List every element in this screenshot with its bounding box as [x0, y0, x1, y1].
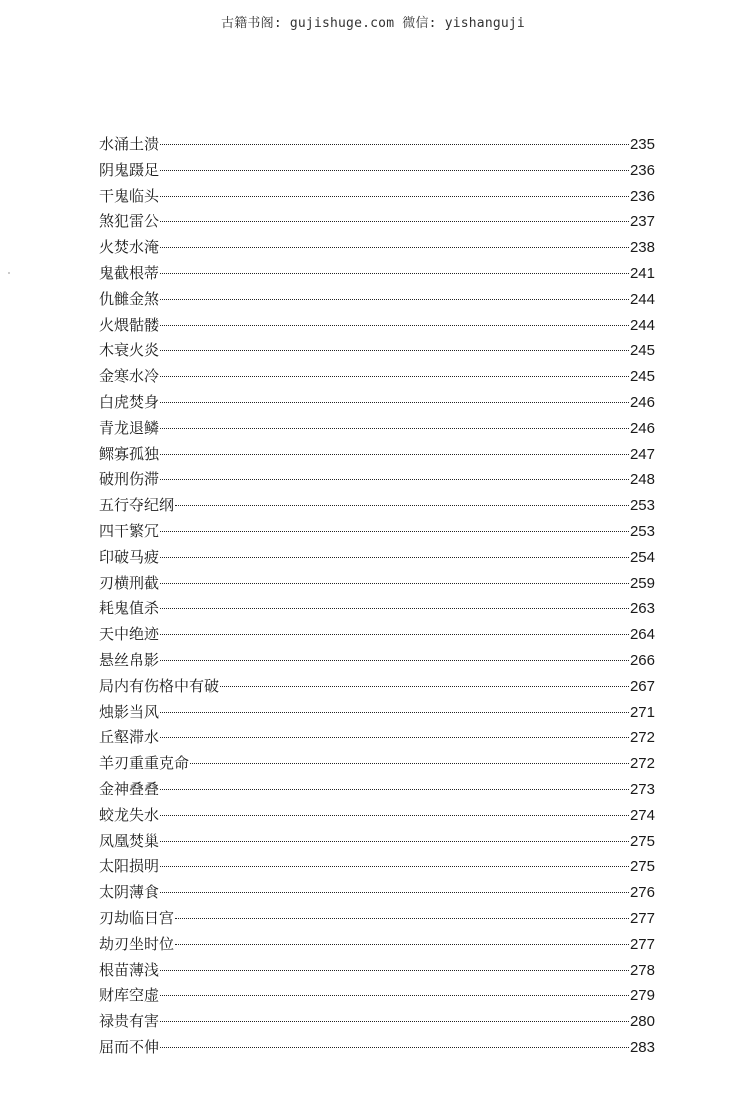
- toc-entry: [99, 932, 655, 958]
- toc-entry-title: 水涌土溃: [99, 135, 160, 153]
- toc-dot-leader: [160, 428, 629, 429]
- toc-entry: [99, 880, 655, 906]
- toc-dot-leader: [160, 454, 629, 455]
- page-header-watermark: 古籍书阁: gujishuge.com 微信: yishanguji: [221, 16, 525, 31]
- toc-entry-title: 烛影当风: [99, 702, 160, 721]
- toc-entry-title: 蛟龙失水: [99, 805, 160, 824]
- toc-entry-title: 五行夺纪纲: [99, 496, 175, 515]
- toc-entry-page-number: 236: [629, 187, 655, 205]
- toc-entry-page-number: 246: [629, 419, 655, 437]
- toc-entry: [99, 545, 655, 571]
- toc-dot-leader: [160, 608, 629, 609]
- toc-entry-page-number: 245: [629, 342, 655, 360]
- toc-entry-title: 火焚水淹: [99, 238, 160, 257]
- toc-entry-page-number: 244: [629, 316, 655, 334]
- toc-entry-title: 劫刃坐时位: [99, 934, 175, 953]
- toc-entry-title: 干鬼临头: [99, 186, 160, 205]
- toc-entry-page-number: 267: [629, 677, 655, 695]
- toc-entry: [99, 467, 655, 493]
- toc-entry: [99, 132, 655, 158]
- toc-entry-title: 局内有伤格中有破: [99, 676, 220, 695]
- toc-entry: [99, 751, 655, 777]
- toc-entry-page-number: 236: [629, 161, 655, 179]
- toc-entry: [99, 493, 655, 519]
- toc-entry-page-number: 263: [629, 600, 655, 618]
- toc-entry-title: 太阴薄食: [99, 883, 160, 902]
- toc-entry: [99, 261, 655, 287]
- toc-entry-title: 禄贵有害: [99, 1012, 160, 1031]
- toc-entry-page-number: 254: [629, 548, 655, 566]
- toc-entry-page-number: 277: [629, 909, 655, 927]
- toc-entry-page-number: 272: [629, 755, 655, 773]
- toc-entry: [99, 700, 655, 726]
- toc-dot-leader: [160, 789, 629, 790]
- toc-entry: [99, 442, 655, 468]
- toc-dot-leader: [160, 712, 629, 713]
- toc-dot-leader: [160, 1021, 629, 1022]
- toc-entry: [99, 338, 655, 364]
- toc-dot-leader: [160, 970, 629, 971]
- toc-entry: [99, 674, 655, 700]
- toc-entry-title: 印破马疲: [99, 547, 160, 566]
- toc-entry-title: 木衰火炎: [99, 341, 160, 360]
- toc-dot-leader: [160, 376, 629, 377]
- toc-entry-title: 屈而不伸: [99, 1037, 160, 1056]
- toc-dot-leader: [160, 299, 629, 300]
- toc-entry-page-number: 275: [629, 832, 655, 850]
- toc-entry-title: 羊刃重重克命: [99, 754, 190, 773]
- toc-entry: [99, 158, 655, 184]
- toc-entry-page-number: 259: [629, 574, 655, 592]
- toc-dot-leader: [175, 944, 629, 945]
- toc-entry: [99, 906, 655, 932]
- toc-entry-title: 刃劫临日宫: [99, 908, 175, 927]
- toc-entry-page-number: 275: [629, 858, 655, 876]
- toc-entry: [99, 777, 655, 803]
- toc-entry: [99, 287, 655, 313]
- toc-dot-leader: [220, 686, 629, 687]
- toc-entry: [99, 571, 655, 597]
- toc-entry: [99, 829, 655, 855]
- toc-entry-title: 丘壑滞水: [99, 728, 160, 747]
- toc-entry: [99, 235, 655, 261]
- toc-dot-leader: [160, 144, 629, 145]
- toc-dot-leader: [160, 557, 629, 558]
- toc-dot-leader: [160, 815, 629, 816]
- toc-entry: [99, 364, 655, 390]
- toc-entry-page-number: 253: [629, 522, 655, 540]
- toc-entry: [99, 725, 655, 751]
- toc-entry: [99, 648, 655, 674]
- toc-dot-leader: [160, 350, 629, 351]
- toc-entry-page-number: 283: [629, 1038, 655, 1056]
- toc-dot-leader: [160, 247, 629, 248]
- toc-entry-title: 青龙退鳞: [99, 418, 160, 437]
- toc-entry-title: 财库空虚: [99, 986, 160, 1005]
- toc-entry-title: 鳏寡孤独: [99, 444, 160, 463]
- toc-entry-page-number: 246: [629, 393, 655, 411]
- toc-entry: [99, 983, 655, 1009]
- toc-entry: [99, 596, 655, 622]
- toc-entry-title: 凤凰焚巢: [99, 831, 160, 850]
- toc-entry-title: 白虎焚身: [99, 392, 160, 411]
- toc-dot-leader: [160, 737, 629, 738]
- toc-dot-leader: [160, 892, 629, 893]
- toc-entry-page-number: 237: [629, 213, 655, 231]
- toc-dot-leader: [160, 325, 629, 326]
- toc-entry-title: 天中绝迹: [99, 625, 160, 644]
- toc-entry-page-number: 266: [629, 651, 655, 669]
- toc-entry: [99, 803, 655, 829]
- toc-entry-page-number: 278: [629, 961, 655, 979]
- toc-dot-leader: [160, 273, 629, 274]
- toc-entry-title: 刃横刑截: [99, 573, 160, 592]
- toc-entry-page-number: 272: [629, 729, 655, 747]
- toc-dot-leader: [160, 583, 629, 584]
- toc-entry-title: 仇雠金煞: [99, 289, 160, 308]
- toc-entry: [99, 416, 655, 442]
- toc-dot-leader: [160, 660, 629, 661]
- toc-dot-leader: [160, 841, 629, 842]
- toc-entry-page-number: 245: [629, 368, 655, 386]
- toc-entry-title: 破刑伤滞: [99, 470, 160, 489]
- toc-entry-title: 悬丝帛影: [99, 650, 160, 669]
- toc-entry-title: 阴鬼蹑足: [99, 160, 160, 179]
- table-of-contents: [99, 132, 655, 1061]
- toc-dot-leader: [160, 479, 629, 480]
- toc-dot-leader: [160, 170, 629, 171]
- toc-dot-leader: [175, 505, 629, 506]
- toc-entry: [99, 958, 655, 984]
- toc-dot-leader: [190, 763, 629, 764]
- toc-entry: [99, 854, 655, 880]
- toc-entry-title: 火煨骷髅: [99, 315, 160, 334]
- toc-entry: [99, 1009, 655, 1035]
- toc-entry-title: 四干繁冗: [99, 521, 160, 540]
- toc-entry-page-number: 271: [629, 703, 655, 721]
- toc-entry-title: 金神叠叠: [99, 779, 160, 798]
- toc-dot-leader: [160, 1047, 629, 1048]
- toc-entry-page-number: 241: [629, 264, 655, 282]
- toc-entry-page-number: 274: [629, 806, 655, 824]
- toc-entry: [99, 622, 655, 648]
- toc-entry-page-number: 276: [629, 884, 655, 902]
- toc-dot-leader: [160, 531, 629, 532]
- toc-entry: [99, 390, 655, 416]
- toc-entry: [99, 209, 655, 235]
- toc-entry-page-number: 273: [629, 780, 655, 798]
- toc-entry-page-number: 277: [629, 935, 655, 953]
- toc-entry-page-number: 244: [629, 290, 655, 308]
- scan-speck: [8, 272, 10, 274]
- toc-entry-page-number: 280: [629, 1013, 655, 1031]
- toc-entry: [99, 519, 655, 545]
- toc-entry-page-number: 247: [629, 445, 655, 463]
- toc-entry-title: 鬼截根蒂: [99, 263, 160, 282]
- toc-dot-leader: [160, 634, 629, 635]
- toc-entry: [99, 1035, 655, 1061]
- toc-entry-page-number: 279: [629, 987, 655, 1005]
- toc-entry-title: 金寒水冷: [99, 367, 160, 386]
- toc-entry-page-number: 264: [629, 626, 655, 644]
- toc-entry-title: 耗鬼值杀: [99, 599, 160, 618]
- toc-entry: [99, 313, 655, 339]
- toc-entry-title: 根苗薄浅: [99, 960, 160, 979]
- toc-entry-page-number: 235: [629, 136, 655, 153]
- toc-entry-page-number: 253: [629, 497, 655, 515]
- toc-dot-leader: [160, 995, 629, 996]
- toc-entry-page-number: 238: [629, 239, 655, 257]
- toc-dot-leader: [175, 918, 629, 919]
- toc-dot-leader: [160, 402, 629, 403]
- toc-entry-page-number: 248: [629, 471, 655, 489]
- toc-entry-title: 太阳损明: [99, 857, 160, 876]
- toc-entry: [99, 184, 655, 210]
- toc-dot-leader: [160, 196, 629, 197]
- toc-dot-leader: [160, 221, 629, 222]
- toc-entry-title: 煞犯雷公: [99, 212, 160, 231]
- toc-dot-leader: [160, 866, 629, 867]
